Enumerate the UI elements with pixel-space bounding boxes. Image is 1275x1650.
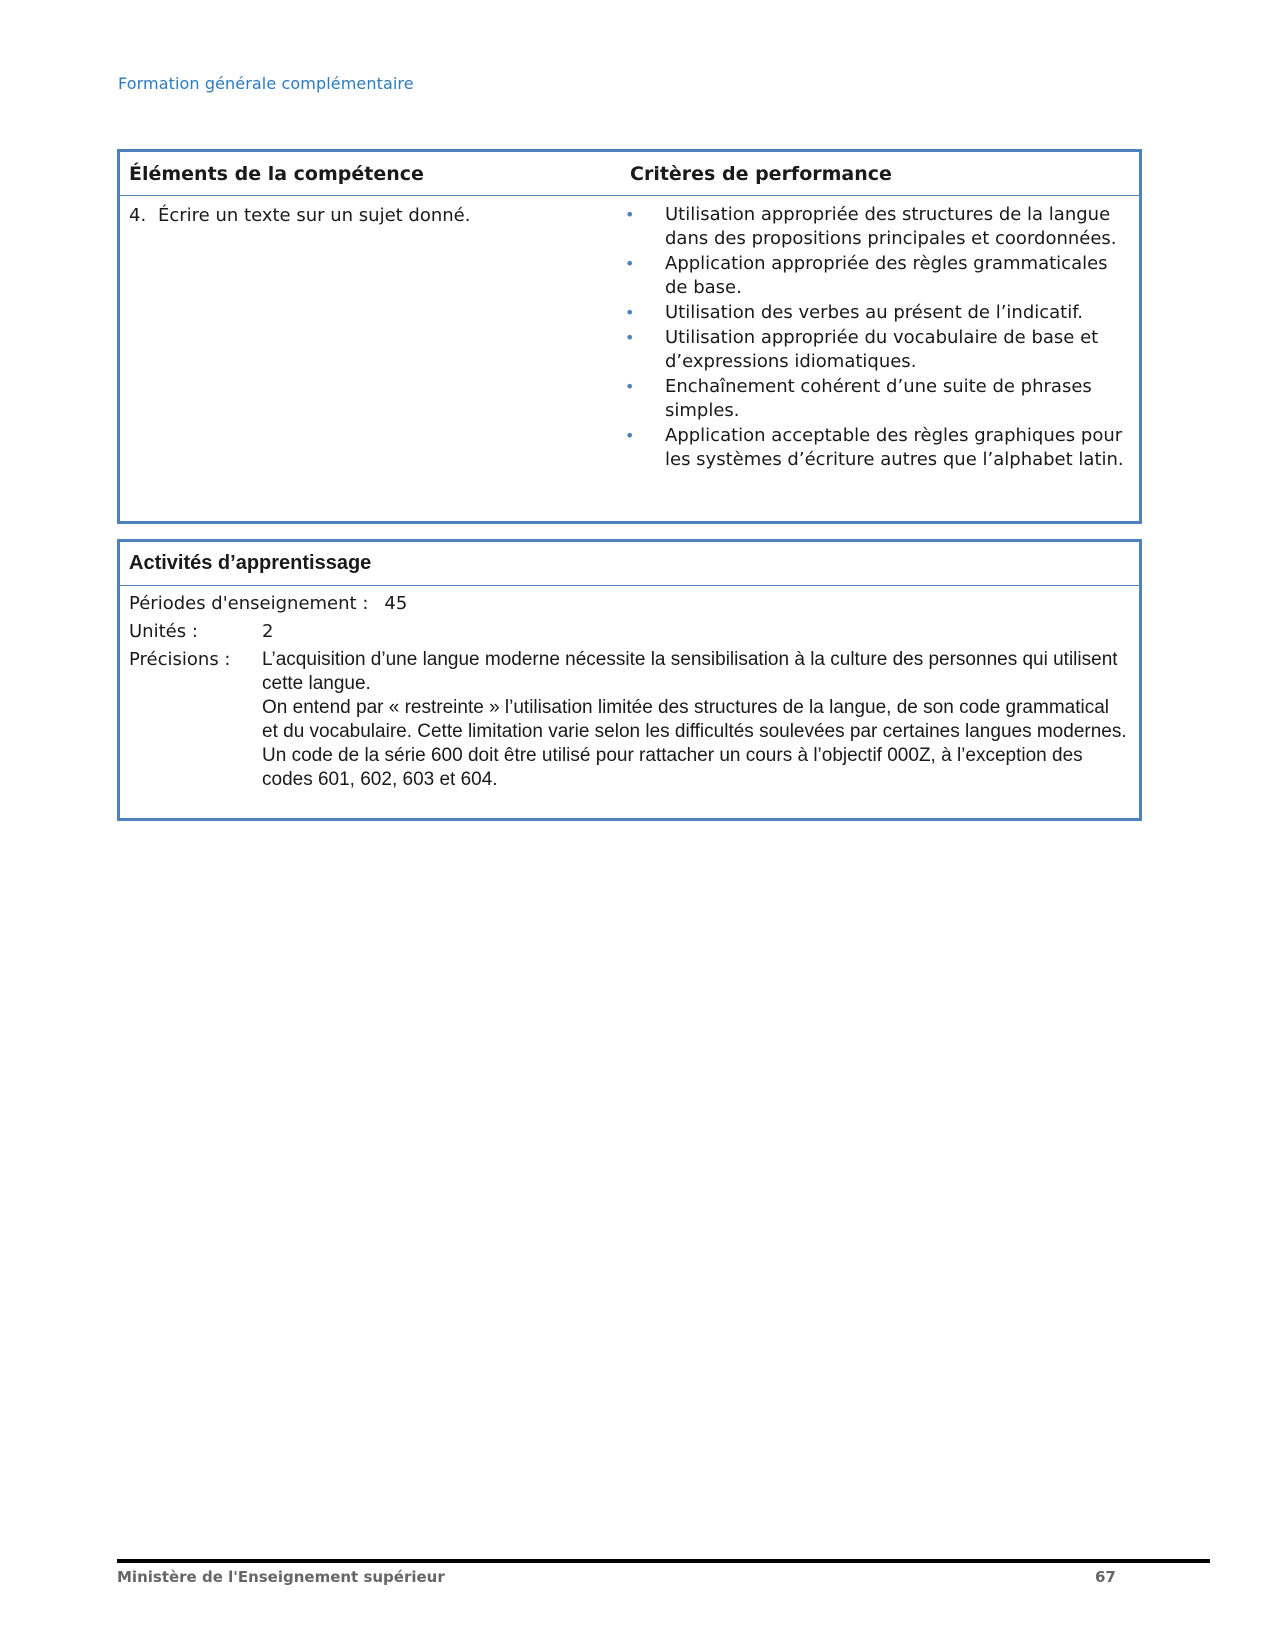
column-header-criteria: Critères de performance [630, 162, 892, 185]
footer-divider [117, 1559, 1210, 1563]
activities-title: Activités d’apprentissage [120, 542, 1139, 586]
units-label: Unités : [129, 621, 198, 642]
details-paragraph: On entend par « restreinte » l’utilisation limitée des structures de la langue, de son code grammatical et du vocabulaire. Cette limitation varie selon les difficultés soulevées par certaines langues modernes. [262, 697, 1127, 742]
element-number: 4. [129, 205, 147, 226]
competence-table-row [120, 196, 1139, 473]
activities-table [117, 539, 1142, 821]
bullet-icon: • [625, 377, 635, 396]
units-value: 2 [262, 621, 274, 642]
footer-publisher: Ministère de l'Enseignement supérieur [117, 1568, 445, 1586]
bullet-icon: • [625, 328, 635, 347]
activities-body [120, 586, 1139, 792]
bullet-icon: • [625, 303, 635, 322]
criteria-item: • Application appropriée des règles grammaticales de base. [625, 253, 1108, 298]
criteria-list [621, 196, 1139, 473]
bullet-icon: • [625, 254, 635, 273]
bullet-icon: • [625, 205, 635, 224]
criteria-item: • Enchaînement cohérent d’une suite de phrases simples. [625, 376, 1092, 421]
details-text [262, 648, 1129, 792]
periods-label: Périodes d'enseignement : [129, 593, 369, 614]
competence-element [120, 196, 621, 473]
criteria-item: • Utilisation appropriée du vocabulaire de base et d’expressions idiomatiques. [625, 327, 1099, 372]
element-text: Écrire un texte sur un sujet donné. [158, 205, 471, 226]
details-row [129, 648, 1129, 792]
details-paragraph: Un code de la série 600 doit être utilisé pour rattacher un cours à l’objectif 000Z, à l’exception des codes 601, 602, 603 et 604. [262, 745, 1083, 790]
competence-table [117, 149, 1142, 524]
criteria-item: • Application acceptable des règles graphiques pour les systèmes d’écriture autres que l’alphabet latin. [625, 425, 1124, 470]
column-header-elements: Éléments de la compétence [129, 162, 424, 185]
bullet-icon: • [625, 426, 635, 445]
details-paragraph: L’acquisition d’une langue moderne nécessite la sensibilisation à la culture des personnes qui utilisent cette langue. [262, 649, 1118, 694]
criteria-item: • Utilisation des verbes au présent de l’indicatif. [625, 302, 1083, 323]
competence-table-header [120, 152, 1139, 196]
criteria-item: • Utilisation appropriée des structures de la langue dans des propositions principales et coordonnées. [625, 204, 1117, 249]
running-header: Formation générale complémentaire [118, 74, 414, 93]
page-number: 67 [1095, 1568, 1116, 1586]
periods-value: 45 [384, 593, 408, 614]
units-row [129, 620, 1129, 644]
periods-row [129, 592, 1129, 616]
details-label: Précisions : [129, 649, 231, 670]
